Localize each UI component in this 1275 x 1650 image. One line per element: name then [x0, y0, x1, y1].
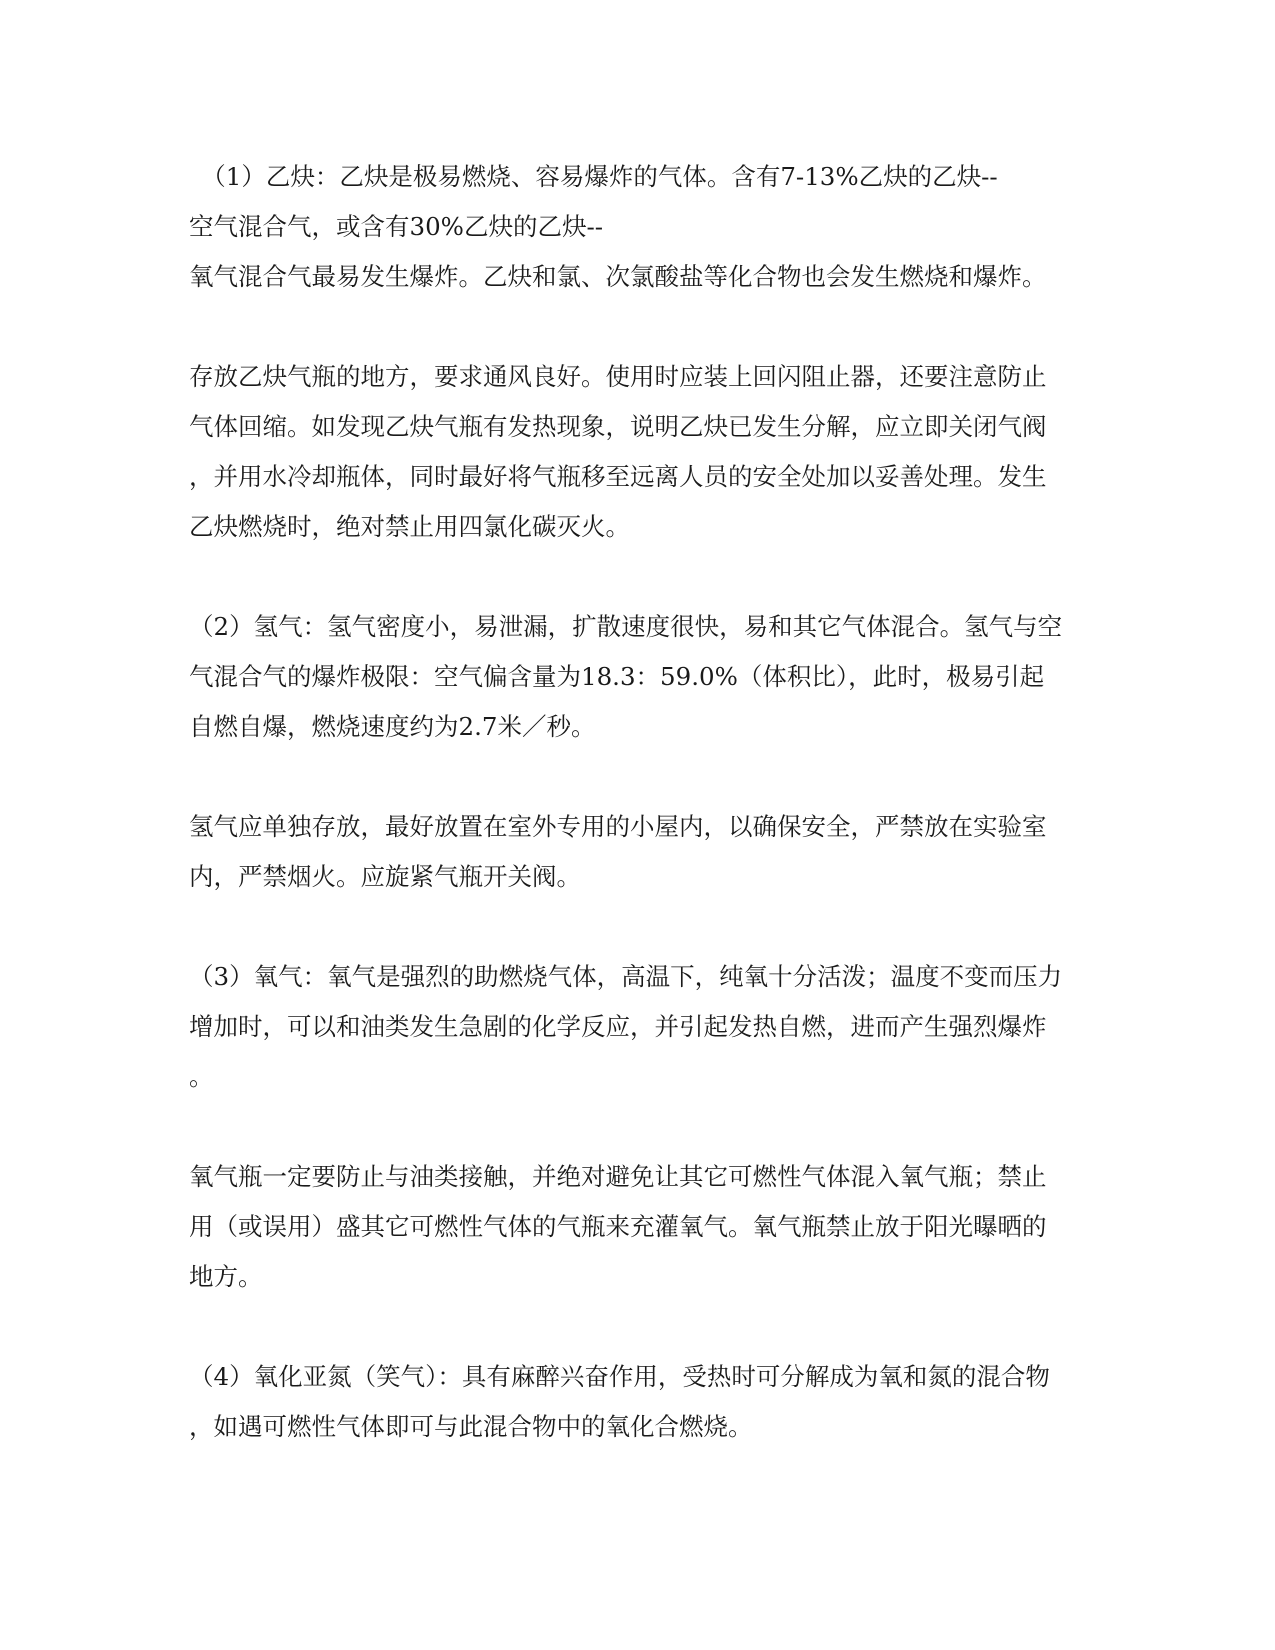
text-line: 存放乙炔气瓶的地方，要求通风良好。使用时应装上回闪阻止器，还要注意防止 — [189, 362, 1047, 391]
text-line: （1）乙炔：乙炔是极易燃烧、容易爆炸的气体。含有7-13%乙炔的乙炔-- — [189, 162, 998, 191]
paragraph-gap — [189, 302, 1079, 352]
paragraph-gap — [189, 552, 1079, 602]
paragraph-gap — [189, 752, 1079, 802]
text-line: （3）氧气：氧气是强烈的助燃烧气体，高温下，纯氧十分活泼；温度不变而压力 — [189, 962, 1063, 991]
paragraph-oxygen-properties — [189, 952, 1079, 1102]
paragraph-acetylene-storage — [189, 352, 1079, 552]
text-line: 地方。 — [189, 1262, 263, 1291]
text-line: 用（或误用）盛其它可燃性气体的气瓶来充灌氧气。氧气瓶禁止放于阳光曝晒的 — [189, 1212, 1047, 1241]
text-line: 氧气混合气最易发生爆炸。乙炔和氯、次氯酸盐等化合物也会发生燃烧和爆炸。 — [189, 262, 1047, 291]
paragraph-acetylene-properties — [189, 152, 1079, 302]
text-line: 空气混合气，或含有30%乙炔的乙炔-- — [189, 212, 604, 241]
paragraph-nitrous-oxide — [189, 1352, 1079, 1452]
paragraph-oxygen-storage — [189, 1152, 1079, 1302]
paragraph-gap — [189, 1102, 1079, 1152]
text-line: 气混合气的爆炸极限：空气偏含量为18.3：59.0%（体积比），此时，极易引起 — [189, 662, 1045, 691]
text-line: 氧气瓶一定要防止与油类接触，并绝对避免让其它可燃性气体混入氧气瓶；禁止 — [189, 1162, 1047, 1191]
text-line: 自燃自爆，燃烧速度约为2.7米／秒。 — [189, 712, 596, 741]
text-line: 。 — [189, 1062, 214, 1091]
paragraph-gap — [189, 902, 1079, 952]
text-line: 氢气应单独存放，最好放置在室外专用的小屋内，以确保安全，严禁放在实验室 — [189, 812, 1047, 841]
text-line: ，并用水冷却瓶体，同时最好将气瓶移至远离人员的安全处加以妥善处理。发生 — [189, 462, 1047, 491]
text-line: 内，严禁烟火。应旋紧气瓶开关阀。 — [189, 862, 581, 891]
text-line: （4）氧化亚氮（笑气）：具有麻醉兴奋作用，受热时可分解成为氧和氮的混合物 — [189, 1362, 1050, 1391]
text-line: ，如遇可燃性气体即可与此混合物中的氧化合燃烧。 — [189, 1412, 753, 1441]
paragraph-hydrogen-storage — [189, 802, 1079, 902]
text-line: 增加时，可以和油类发生急剧的化学反应，并引起发热自燃，进而产生强烈爆炸 — [189, 1012, 1047, 1041]
document-body — [189, 152, 1079, 1452]
paragraph-hydrogen-properties — [189, 602, 1079, 752]
paragraph-gap — [189, 1302, 1079, 1352]
text-line: 气体回缩。如发现乙炔气瓶有发热现象，说明乙炔已发生分解，应立即关闭气阀 — [189, 412, 1047, 441]
text-line: 乙炔燃烧时，绝对禁止用四氯化碳灭火。 — [189, 512, 630, 541]
text-line: （2）氢气：氢气密度小，易泄漏，扩散速度很快，易和其它气体混合。氢气与空 — [189, 612, 1063, 641]
